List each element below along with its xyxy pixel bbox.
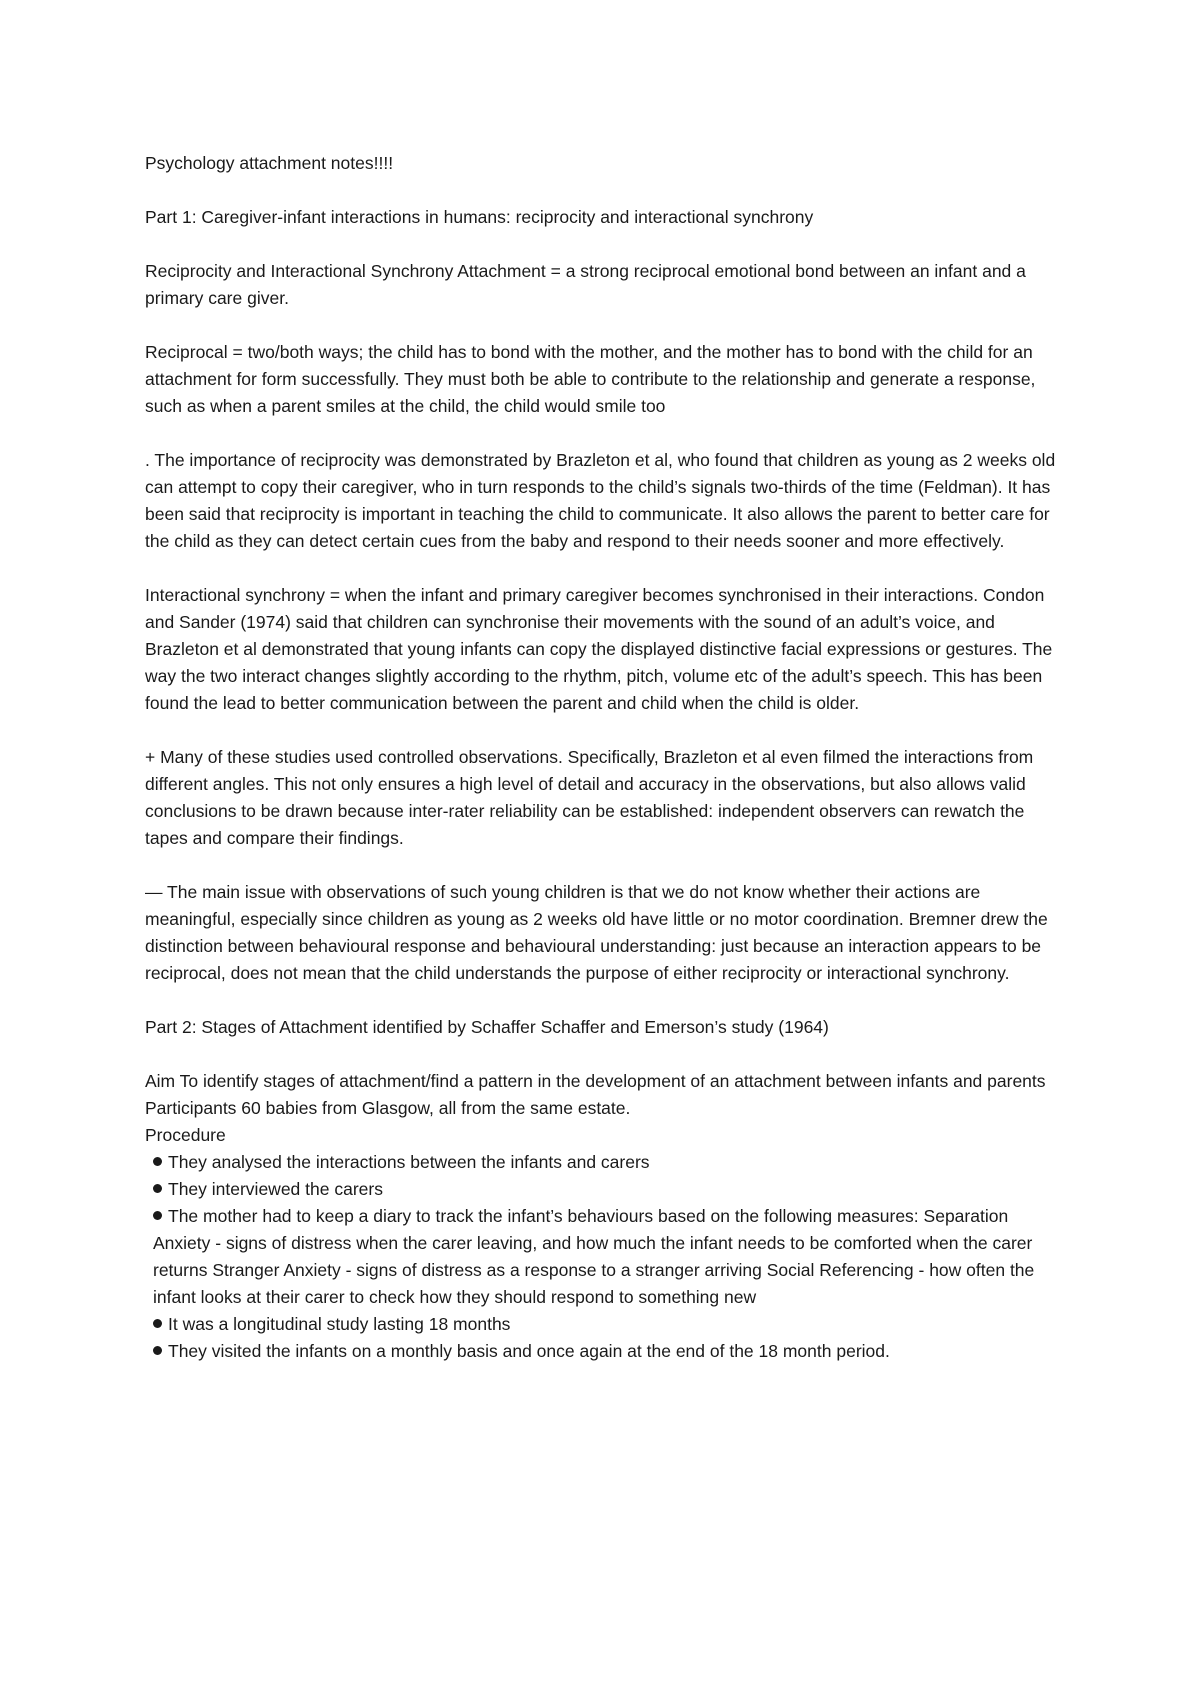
bullet-icon bbox=[153, 1346, 162, 1355]
bullet-icon bbox=[153, 1211, 162, 1220]
list-item bbox=[145, 1149, 1065, 1176]
synchrony-paragraph: Interactional synchrony = when the infant and primary caregiver becomes synchronised in their interactions. Condon and Sander (1974) said that children can synchronise their movements with the sound of an adult’s voice, and Brazleton et al demonstrated that young infants can copy the displayed distinctive facial expressions or gestures. The way the two interact changes slightly according to the rhythm, pitch, volume etc of the adult’s speech. This has been found the lead to better communication between the parent and child when the child is older. bbox=[145, 585, 1053, 713]
reciprocal-paragraph: Reciprocal = two/both ways; the child has to bond with the mother, and the mother has to bond with the child for an attachment for form successfully. They must both be able to contribute to the relationship and generate a response, such as when a parent smiles at the child, the child would smile too bbox=[145, 342, 1036, 416]
part1-heading: Part 1: Caregiver-infant interactions in humans: reciprocity and interactional synchrony bbox=[145, 207, 814, 227]
definition-paragraph: Reciprocity and Interactional Synchrony Attachment = a strong reciprocal emotional bond between an infant and a primary care giver. bbox=[145, 261, 1026, 308]
list-item-text: They interviewed the carers bbox=[168, 1179, 383, 1199]
weakness-evaluation-paragraph: — The main issue with observations of such young children is that we do not know whether their actions are meaningful, especially since children as young as 2 weeks old have little or no motor coordination. Bremner drew the distinction between behavioural response and behavioural understanding: just because an interaction appears to be reciprocal, does not mean that the child understands the purpose of either reciprocity or interactional synchrony. bbox=[145, 882, 1048, 983]
aim-paragraph: Aim To identify stages of attachment/find a pattern in the development of an attachment between infants and parents Participants 60 babies from Glasgow, all from the same estate. bbox=[145, 1071, 1046, 1118]
importance-paragraph: . The importance of reciprocity was demonstrated by Brazleton et al, who found that children as young as 2 weeks old can attempt to copy their caregiver, who in turn responds to the child’s signals two-thirds of the time (Feldman). It has been said that reciprocity is important in teaching the child to communicate. It also allows the parent to better care for the child as they can detect certain cues from the baby and respond to their needs sooner and more effectively. bbox=[145, 450, 1056, 551]
document-body bbox=[145, 150, 1065, 1365]
strength-evaluation-paragraph: + Many of these studies used controlled observations. Specifically, Brazleton et al even filmed the interactions from different angles. This not only ensures a high level of detail and accuracy in the observations, but also allows valid conclusions to be drawn because inter-rater reliability can be established: independent observers can rewatch the tapes and compare their findings. bbox=[145, 747, 1034, 848]
list-item-text: They analysed the interactions between the infants and carers bbox=[168, 1152, 650, 1172]
list-item bbox=[145, 1311, 1065, 1338]
list-item bbox=[145, 1338, 1065, 1365]
procedure-label: Procedure bbox=[145, 1125, 226, 1145]
list-item-text: They visited the infants on a monthly basis and once again at the end of the 18 month period. bbox=[168, 1341, 890, 1361]
list-item bbox=[145, 1176, 1065, 1203]
part2-heading: Part 2: Stages of Attachment identified by Schaffer Schaffer and Emerson’s study (1964) bbox=[145, 1017, 829, 1037]
list-item bbox=[145, 1203, 1065, 1311]
procedure-list bbox=[145, 1149, 1065, 1365]
bullet-icon bbox=[153, 1184, 162, 1193]
list-item-text: It was a longitudinal study lasting 18 months bbox=[168, 1314, 511, 1334]
document-title: Psychology attachment notes!!!! bbox=[145, 153, 394, 173]
bullet-icon bbox=[153, 1319, 162, 1328]
list-item-text: The mother had to keep a diary to track the infant’s behaviours based on the following measures: Separation Anxiety - signs of distress when the carer leaving, and how much the infant needs to be comforted when the carer returns Stranger Anxiety - signs of distress as a response to a stranger arriving Social Referencing - how often the infant looks at their carer to check how they should respond to something new bbox=[153, 1206, 1035, 1307]
bullet-icon bbox=[153, 1157, 162, 1166]
